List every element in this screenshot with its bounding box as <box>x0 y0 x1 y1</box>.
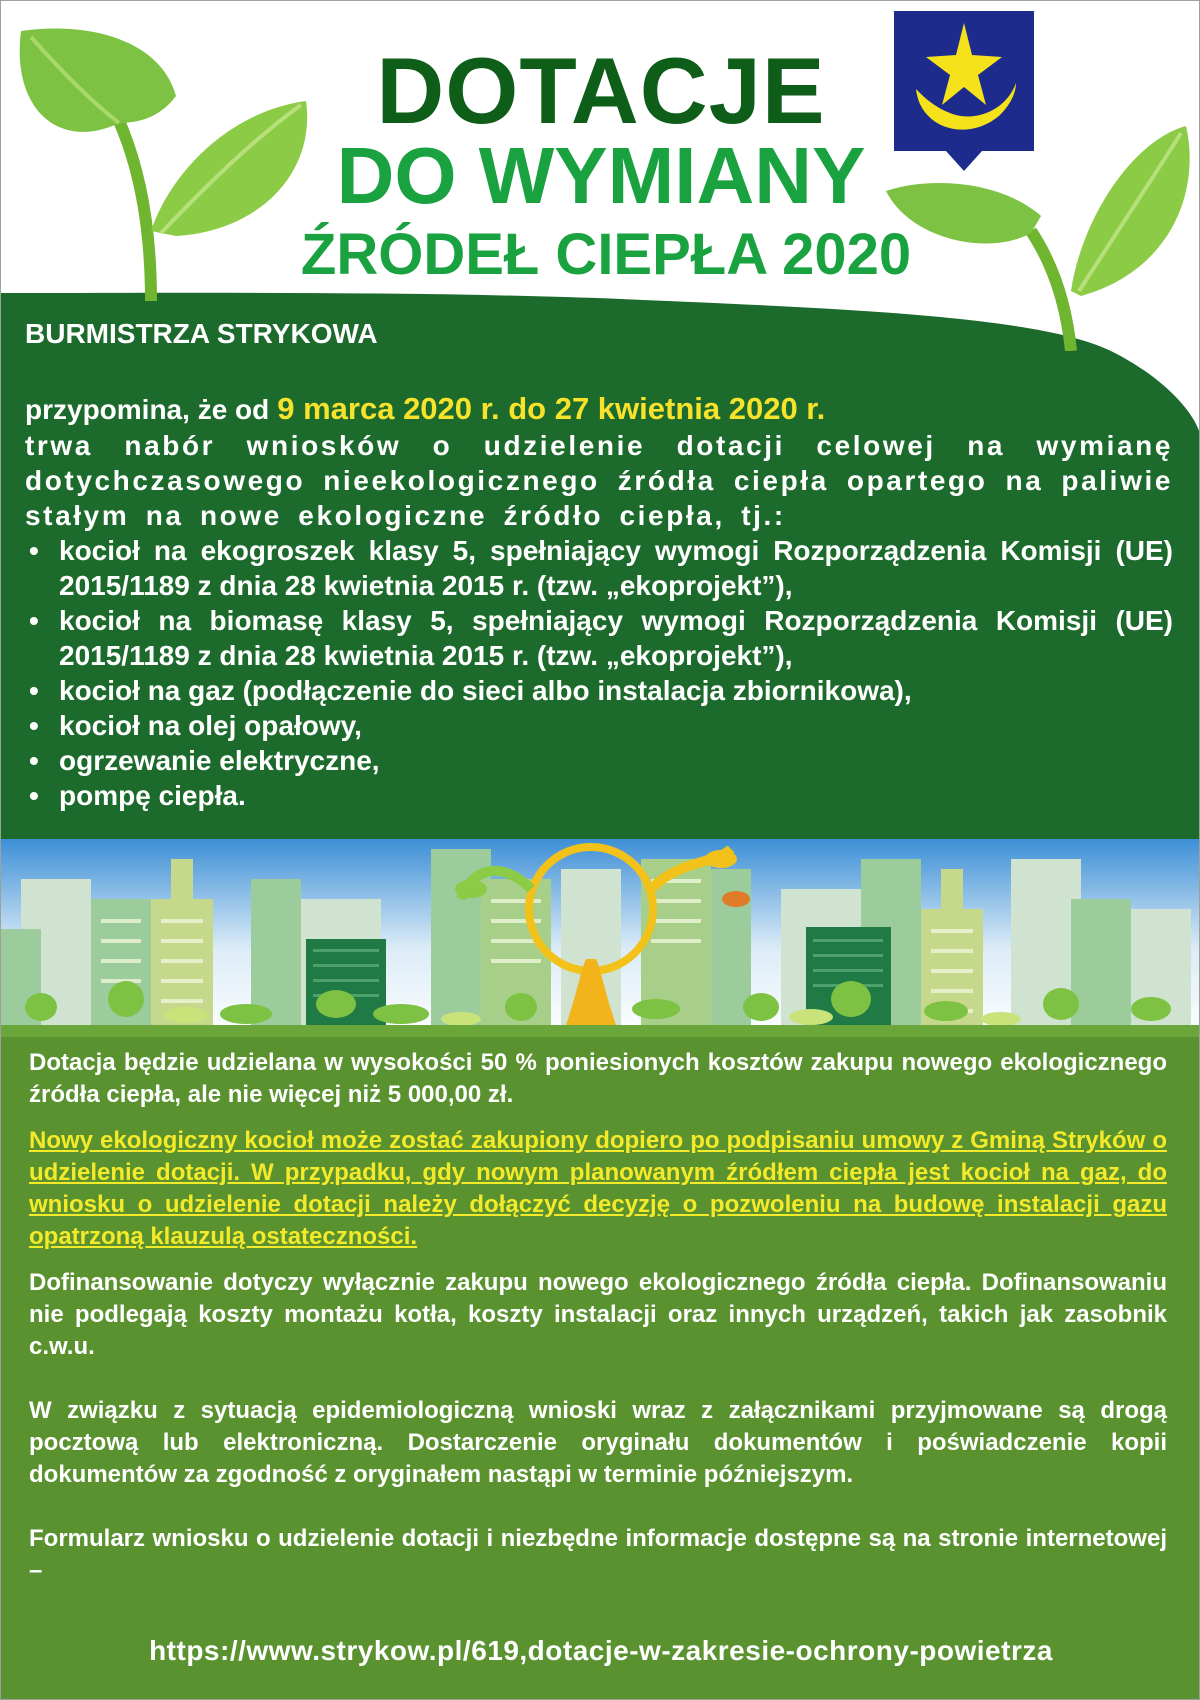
title-dotacje: DOTACJE <box>376 38 826 143</box>
purchase-warning-text: Nowy ekologiczny kocioł może zostać zakupiony dopiero po podpisaniu umowy z Gminą Stryków o udzielenie dotacji. W przypadku, gdy nowym planowanym źródłem ciepła jest kocioł na gaz, do wniosku o udzielenie dotacji należy dołączyć decyzję o pozwoleniu na budowę instalacji gazu opatrzoną klauzulą ostateczności. <box>29 1127 1167 1250</box>
list-item: • pompę ciepła. <box>25 778 1173 813</box>
green-city-illustration <box>1 839 1200 1039</box>
notice-block <box>25 317 1173 813</box>
title-do-wymiany: DO WYMIANY <box>336 131 866 220</box>
intro-prefix: przypomina, że od <box>25 394 270 425</box>
details-block <box>29 1047 1167 1587</box>
issuer-heading: BURMISTRZA STRYKOWA <box>25 318 378 349</box>
website-link[interactable]: https://www.strykow.pl/619,dotacje-w-zakresie-ochrony-powietrza <box>149 1635 1053 1666</box>
list-item: • ogrzewanie elektryczne, <box>25 743 1173 778</box>
form-info-text: Formularz wniosku o udzielenie dotacji i niezbędne informacje dostępne są na stronie internetowej – <box>29 1525 1167 1584</box>
intro-line <box>25 391 1173 428</box>
heat-source-options-list <box>25 533 1173 813</box>
list-item: • kocioł na ekogroszek klasy 5, spełniający wymogi Rozporządzenia Komisji (UE) 2015/1189 z dnia 28 kwietnia 2015 r. (tzw. „ekoprojekt”), <box>25 533 1173 603</box>
notice-description: trwa nabór wniosków o udzielenie dotacji celowej na wymianę dotychczasowego nieekologicznego źródła ciepła opartego na paliwie stałym na nowe ekologiczne źródło ciepła, tj.: <box>25 430 1173 531</box>
enrollment-dates: 9 marca 2020 r. do 27 kwietnia 2020 r. <box>277 391 826 426</box>
list-item: • kocioł na olej opałowy, <box>25 708 1173 743</box>
list-item: • kocioł na gaz (podłączenie do sieci albo instalacja zbiornikowa), <box>25 673 1173 708</box>
epidemic-submission-text: W związku z sytuacją epidemiologiczną wnioski wraz z załącznikami przyjmowane są drogą pocztową lub elektroniczną. Dostarczenie oryginału dokumentów i poświadczenie kopii dokumentów za zgodność z oryginałem nastąpi w terminie późniejszym. <box>29 1397 1167 1488</box>
subsidy-scope-text: Dofinansowanie dotyczy wyłącznie zakupu nowego ekologicznego źródła ciepła. Dofinansowaniu nie podlegają koszty montażu kotła, koszty instalacji oraz innych urządzeń, takich jak zasobnik c.w.u. <box>29 1269 1167 1360</box>
title-zrodel-ciepla: ŹRÓDEŁ CIEPŁA 2020 <box>300 222 912 287</box>
list-item: • kocioł na biomasę klasy 5, spełniający wymogi Rozporządzenia Komisji (UE) 2015/1189 z dnia 28 kwietnia 2015 r. (tzw. „ekoprojekt”), <box>25 603 1173 673</box>
details-section <box>1 1037 1200 1700</box>
subsidy-amount-text: Dotacja będzie udzielana w wysokości 50 % poniesionych kosztów zakupu nowego ekologicznego źródła ciepła, ale nie więcej niż 5 000,00 zł. <box>29 1049 1167 1108</box>
